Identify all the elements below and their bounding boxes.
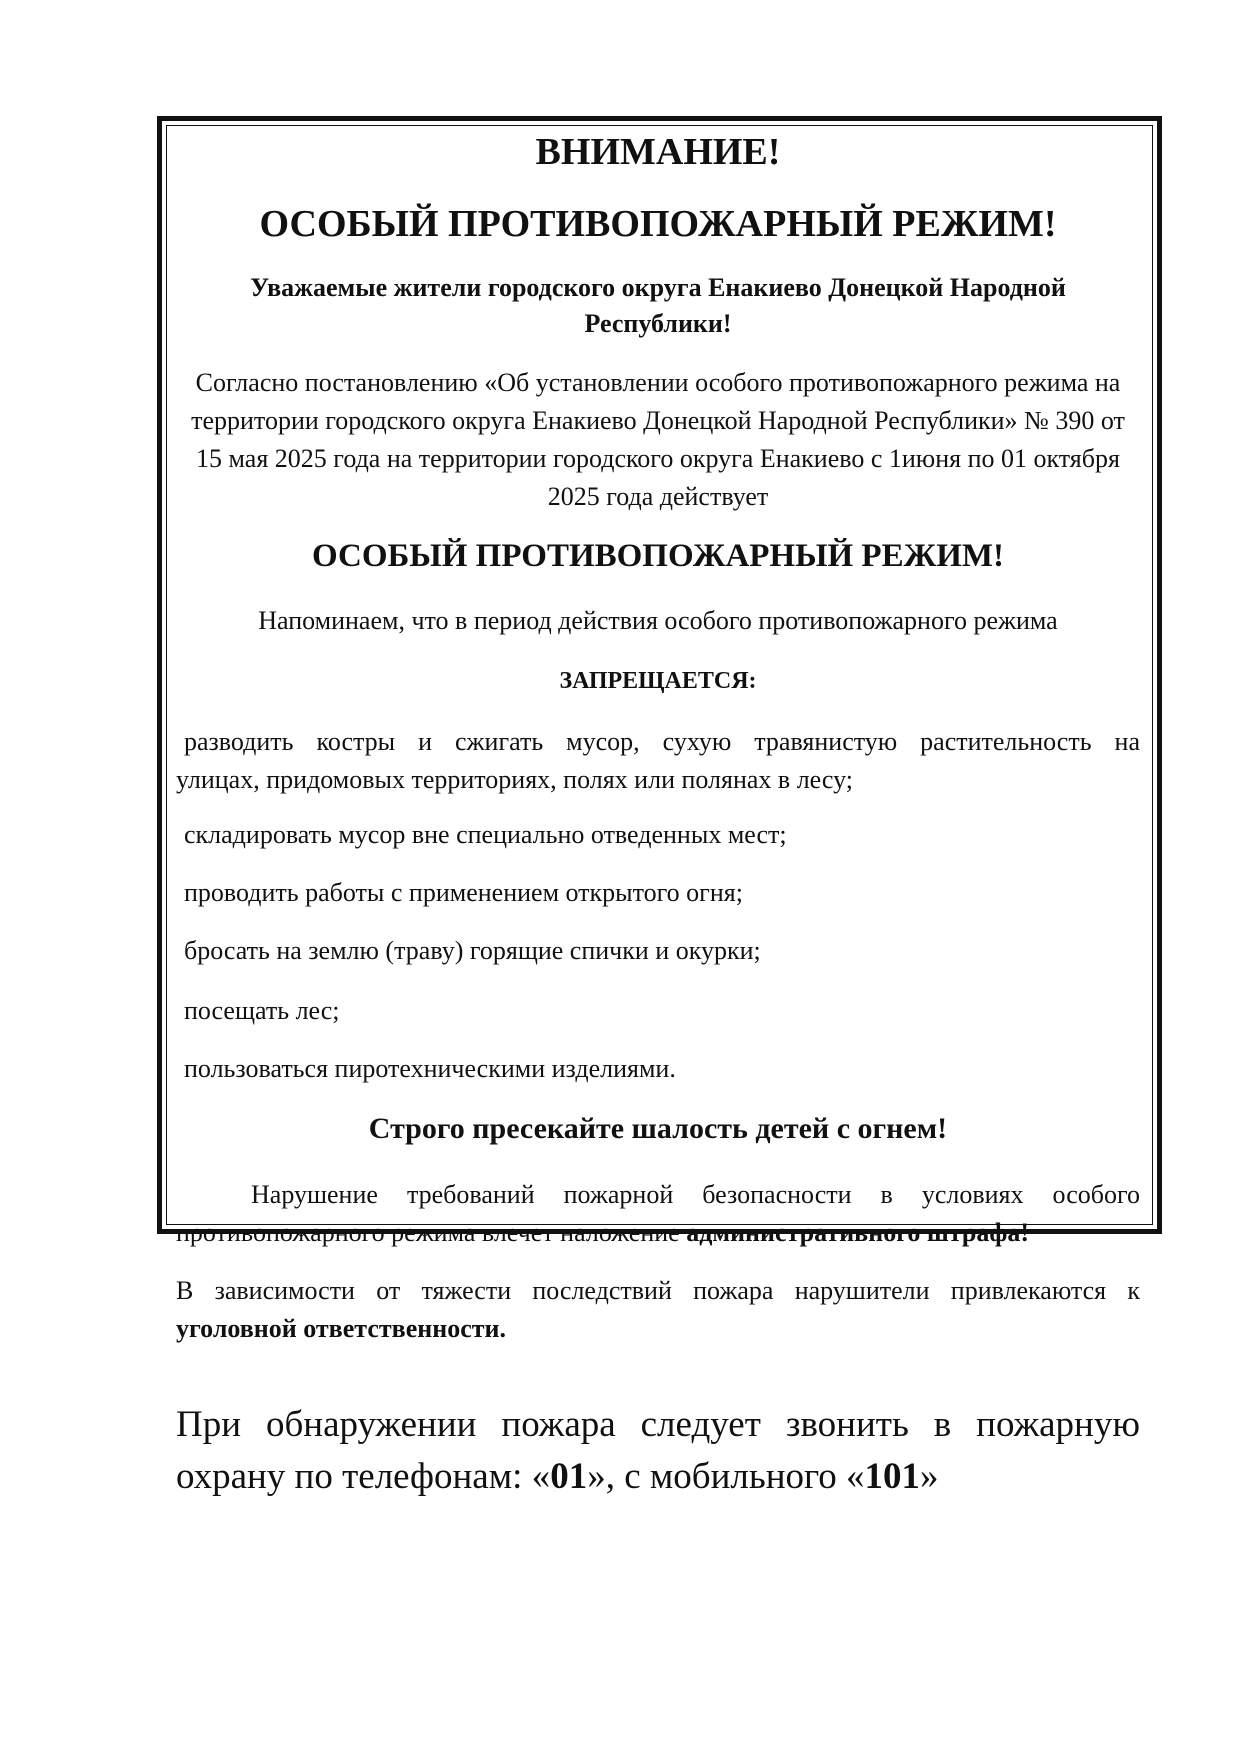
reminder-text: Напоминаем, что в период действия особого противопожарного режима xyxy=(258,606,1058,635)
call-line-2-suffix: » xyxy=(920,1456,939,1497)
title-regime: ОСОБЫЙ ПРОТИВОПОЖАРНЫЙ РЕЖИМ! xyxy=(259,203,1057,245)
call-paragraph xyxy=(176,1399,1140,1503)
fine-line-2-bold: административного штрафа! xyxy=(686,1218,1030,1247)
liability-line-1: В зависимости от тяжести последствий пожара нарушители привлекаются к xyxy=(176,1276,1140,1305)
rule-item-pyrotechnics: пользоваться пиротехническими изделиями. xyxy=(184,1054,676,1083)
fine-paragraph xyxy=(176,1176,1140,1252)
phone-number-mobile: 101 xyxy=(864,1456,921,1497)
rule-item-waste-storage: складировать мусор вне специально отведенных мест; xyxy=(184,820,787,849)
call-line-1: При обнаружении пожара следует звонить в пожарную xyxy=(176,1404,1140,1445)
rule-item-forest: посещать лес; xyxy=(184,996,340,1025)
regime-repeat-heading: ОСОБЫЙ ПРОТИВОПОЖАРНЫЙ РЕЖИМ! xyxy=(311,538,1005,574)
phone-number-landline: 01 xyxy=(550,1456,588,1497)
forbidden-heading: ЗАПРЕЩАЕТСЯ: xyxy=(559,668,757,694)
rule-item-bonfires xyxy=(176,723,1140,799)
call-line-2-middle: », с мобильного « xyxy=(587,1456,865,1497)
fine-line-1: Нарушение требований пожарной безопасности в условиях особого xyxy=(251,1180,1140,1209)
fine-line-2-text: противопожарного режима влечет наложение xyxy=(176,1218,687,1247)
rule-item-line: улицах, придомовых территориях, полях или полянах в лесу; xyxy=(176,765,853,794)
call-line-2-prefix: охрану по телефонам: « xyxy=(176,1456,551,1497)
kids-warning: Строго пресекайте шалость детей с огнем! xyxy=(368,1112,948,1145)
greeting: Уважаемые жители городского округа Енакиево Донецкой Народной Республики! xyxy=(250,273,1066,338)
title-attention: ВНИМАНИЕ! xyxy=(535,131,781,173)
rule-item-open-fire: проводить работы с применением открытого огня; xyxy=(184,878,743,907)
rule-item-matches: бросать на землю (траву) горящие спички и окурки; xyxy=(184,936,761,965)
liability-line-2-bold: уголовной ответственности. xyxy=(176,1314,507,1343)
rule-item-line: разводить костры и сжигать мусор, сухую травянистую растительность на xyxy=(184,727,1140,756)
liability-paragraph xyxy=(176,1272,1140,1348)
intro-paragraph: Согласно постановлению «Об установлении особого противопожарного режима на территории городского округа Енакиево Донецкой Народной Республики» № 390 от 15 мая 2025 года на территории городского округа Енакиево с 1июня по 01 октября 2025 года действует xyxy=(191,368,1125,511)
